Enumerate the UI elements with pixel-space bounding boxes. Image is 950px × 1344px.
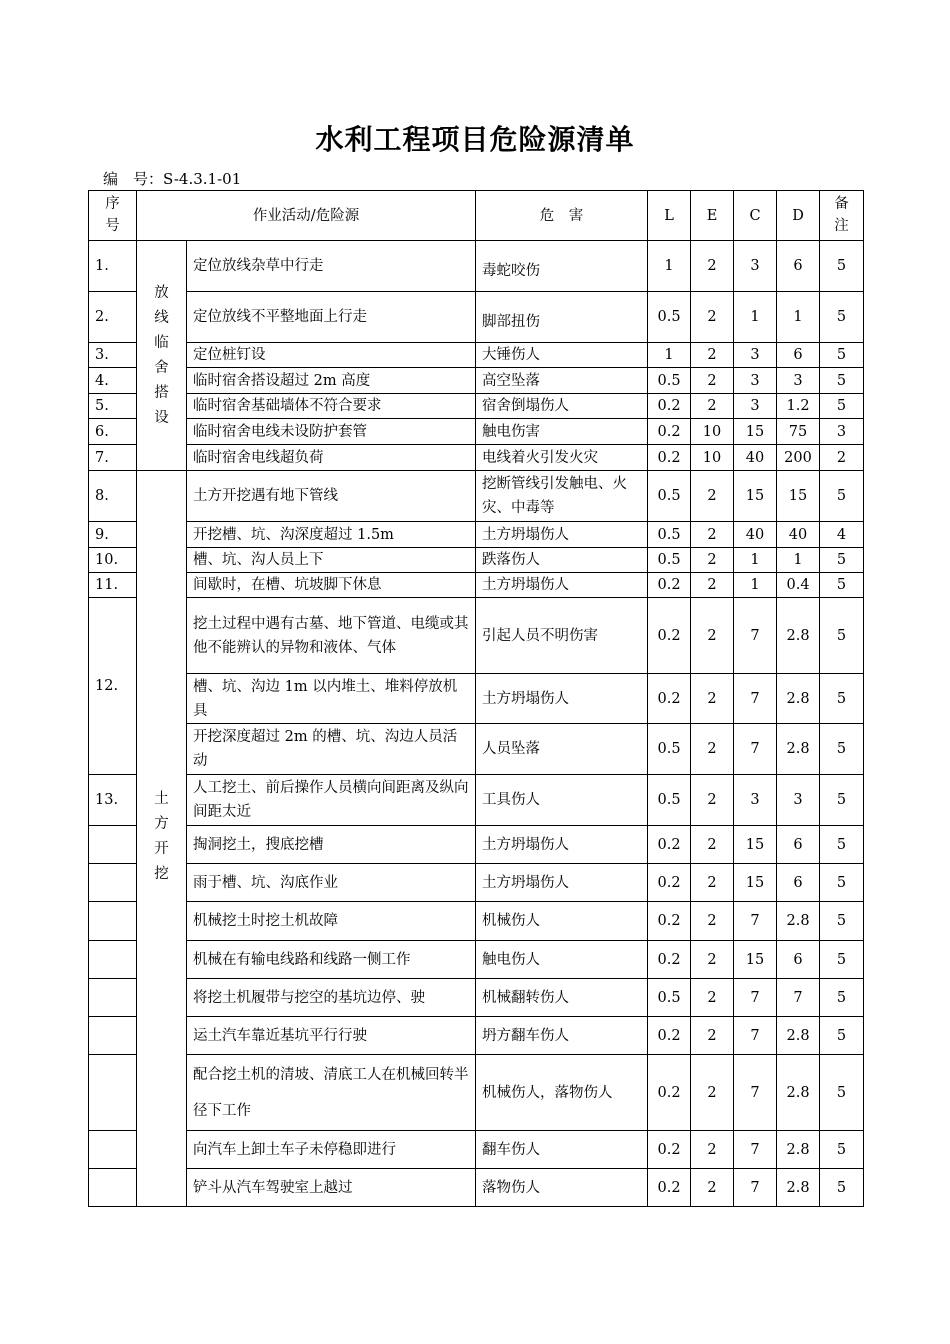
row-C: 7 — [734, 1055, 777, 1131]
row-harm: 机械伤人，落物伤人 — [476, 1055, 648, 1131]
row-D: 75 — [777, 419, 820, 445]
row-remark: 2 — [820, 445, 864, 471]
row-L: 0.2 — [648, 902, 691, 941]
row-C: 15 — [734, 941, 777, 979]
row-remark: 3 — [820, 419, 864, 445]
row-D: 6 — [777, 343, 820, 368]
row-activity: 机械挖土时挖土机故障 — [187, 902, 476, 941]
table-row — [89, 941, 864, 979]
row-harm: 脚部扭伤 — [476, 292, 648, 343]
row-seq — [89, 1017, 137, 1055]
hazard-table — [88, 190, 864, 1207]
row-C: 7 — [734, 1017, 777, 1055]
row-remark: 5 — [820, 394, 864, 419]
row-L: 0.5 — [648, 522, 691, 548]
row-harm: 土方坍塌伤人 — [476, 573, 648, 598]
row-harm: 大锤伤人 — [476, 343, 648, 368]
row-C: 7 — [734, 979, 777, 1017]
table-row — [89, 598, 864, 674]
row-harm: 人员坠落 — [476, 724, 648, 775]
row-remark: 5 — [820, 241, 864, 292]
row-L: 0.5 — [648, 292, 691, 343]
row-C: 7 — [734, 902, 777, 941]
row-remark: 5 — [820, 1017, 864, 1055]
row-harm: 电线着火引发火灾 — [476, 445, 648, 471]
header-activity: 作业活动/危险源 — [137, 191, 476, 241]
document-number-value: S-4.3.1-01 — [163, 170, 242, 188]
table-row — [89, 1055, 864, 1131]
row-remark: 5 — [820, 826, 864, 864]
document-number — [103, 168, 241, 189]
row-D: 3 — [777, 368, 820, 394]
row-E: 2 — [691, 941, 734, 979]
row-C: 15 — [734, 419, 777, 445]
row-remark: 5 — [820, 724, 864, 775]
row-activity: 临时宿舍搭设超过 2m 高度 — [187, 368, 476, 394]
row-harm: 土方坍塌伤人 — [476, 674, 648, 724]
row-D: 7 — [777, 979, 820, 1017]
page-title: 水利工程项目危险源清单 — [315, 123, 635, 156]
header-L: L — [648, 191, 691, 241]
table-row — [89, 826, 864, 864]
row-activity: 槽、坑、沟边 1m 以内堆土、堆料停放机具 — [187, 674, 476, 724]
row-L: 0.2 — [648, 598, 691, 674]
table-row — [89, 548, 864, 573]
row-harm: 落物伤人 — [476, 1169, 648, 1207]
row-C: 40 — [734, 445, 777, 471]
table-row — [89, 1131, 864, 1169]
row-C: 3 — [734, 368, 777, 394]
row-harm: 机械翻转伤人 — [476, 979, 648, 1017]
row-E: 2 — [691, 724, 734, 775]
row-seq: 8. — [89, 471, 137, 522]
header-E: E — [691, 191, 734, 241]
row-activity: 挖土过程中遇有古墓、地下管道、电缆或其他不能辨认的异物和液体、气体 — [187, 598, 476, 674]
row-activity: 掏洞挖土，搜底挖槽 — [187, 826, 476, 864]
row-E: 10 — [691, 419, 734, 445]
row-L: 0.2 — [648, 394, 691, 419]
row-seq — [89, 1055, 137, 1131]
table-row — [89, 241, 864, 292]
row-seq: 1. — [89, 241, 137, 292]
row-seq: 5. — [89, 394, 137, 419]
row-E: 2 — [691, 864, 734, 902]
row-L: 0.2 — [648, 864, 691, 902]
row-harm: 毒蛇咬伤 — [476, 241, 648, 292]
row-harm: 跌落伤人 — [476, 548, 648, 573]
row-remark: 5 — [820, 1055, 864, 1131]
group-label-g2: 土方开挖 — [137, 471, 187, 1207]
row-harm: 高空坠落 — [476, 368, 648, 394]
row-D: 3 — [777, 775, 820, 826]
row-D: 0.4 — [777, 573, 820, 598]
row-L: 0.2 — [648, 941, 691, 979]
row-seq — [89, 826, 137, 864]
row-remark: 4 — [820, 522, 864, 548]
row-activity: 机械在有输电线路和线路一侧工作 — [187, 941, 476, 979]
row-seq: 6. — [89, 419, 137, 445]
row-activity: 槽、坑、沟人员上下 — [187, 548, 476, 573]
table-row — [89, 674, 864, 724]
row-remark: 5 — [820, 343, 864, 368]
row-C: 7 — [734, 1131, 777, 1169]
row-harm: 引起人员不明伤害 — [476, 598, 648, 674]
row-L: 0.2 — [648, 419, 691, 445]
document-number-label: 编 号： — [103, 170, 164, 188]
row-D: 1 — [777, 548, 820, 573]
row-remark: 5 — [820, 1169, 864, 1207]
row-harm: 土方坍塌伤人 — [476, 522, 648, 548]
row-E: 2 — [691, 368, 734, 394]
row-E: 10 — [691, 445, 734, 471]
row-activity: 定位桩钉设 — [187, 343, 476, 368]
header-seq: 序号 — [89, 191, 137, 241]
row-L: 0.2 — [648, 1017, 691, 1055]
table-row — [89, 902, 864, 941]
row-L: 0.5 — [648, 979, 691, 1017]
row-E: 2 — [691, 826, 734, 864]
table-row — [89, 864, 864, 902]
table-row — [89, 522, 864, 548]
row-C: 7 — [734, 724, 777, 775]
row-D: 40 — [777, 522, 820, 548]
row-D: 2.8 — [777, 902, 820, 941]
row-activity: 定位放线杂草中行走 — [187, 241, 476, 292]
table-row — [89, 573, 864, 598]
row-E: 2 — [691, 1017, 734, 1055]
row-L: 0.2 — [648, 674, 691, 724]
row-remark: 5 — [820, 292, 864, 343]
row-seq: 4. — [89, 368, 137, 394]
row-harm: 机械伤人 — [476, 902, 648, 941]
row-harm: 翻车伤人 — [476, 1131, 648, 1169]
row-activity: 配合挖土机的清坡、清底工人在机械回转半径下工作 — [187, 1055, 476, 1131]
row-E: 2 — [691, 522, 734, 548]
row-seq: 2. — [89, 292, 137, 343]
row-L: 0.5 — [648, 471, 691, 522]
row-C: 15 — [734, 826, 777, 864]
row-activity: 土方开挖遇有地下管线 — [187, 471, 476, 522]
row-seq: 11. — [89, 573, 137, 598]
table-row — [89, 343, 864, 368]
row-C: 1 — [734, 573, 777, 598]
row-L: 0.2 — [648, 445, 691, 471]
row-D: 6 — [777, 941, 820, 979]
group-label-g1: 放线临舍搭设 — [137, 241, 187, 471]
row-L: 0.2 — [648, 1055, 691, 1131]
header-remark: 备注 — [820, 191, 864, 241]
row-L: 0.5 — [648, 368, 691, 394]
row-activity: 人工挖土、前后操作人员横向间距离及纵向间距太近 — [187, 775, 476, 826]
row-C: 3 — [734, 394, 777, 419]
row-remark: 5 — [820, 775, 864, 826]
row-remark: 5 — [820, 548, 864, 573]
row-seq — [89, 1131, 137, 1169]
row-seq: 12. — [89, 598, 137, 775]
row-L: 1 — [648, 343, 691, 368]
row-E: 2 — [691, 1169, 734, 1207]
row-C: 3 — [734, 241, 777, 292]
row-L: 0.2 — [648, 1131, 691, 1169]
row-remark: 5 — [820, 674, 864, 724]
row-C: 1 — [734, 548, 777, 573]
row-E: 2 — [691, 292, 734, 343]
table-row — [89, 1169, 864, 1207]
row-remark: 5 — [820, 598, 864, 674]
row-harm: 宿舍倒塌伤人 — [476, 394, 648, 419]
row-C: 7 — [734, 598, 777, 674]
row-activity: 将挖土机履带与挖空的基坑边停、驶 — [187, 979, 476, 1017]
row-C: 7 — [734, 674, 777, 724]
row-activity: 向汽车上卸土车子未停稳即进行 — [187, 1131, 476, 1169]
row-D: 2.8 — [777, 1055, 820, 1131]
row-L: 0.2 — [648, 826, 691, 864]
row-L: 0.5 — [648, 724, 691, 775]
row-D: 2.8 — [777, 1131, 820, 1169]
row-activity: 临时宿舍基础墙体不符合要求 — [187, 394, 476, 419]
row-D: 2.8 — [777, 1169, 820, 1207]
row-E: 2 — [691, 394, 734, 419]
row-harm: 触电伤人 — [476, 941, 648, 979]
row-C: 15 — [734, 471, 777, 522]
row-D: 2.8 — [777, 1017, 820, 1055]
row-C: 15 — [734, 864, 777, 902]
row-D: 6 — [777, 241, 820, 292]
row-harm: 触电伤害 — [476, 419, 648, 445]
row-L: 0.2 — [648, 573, 691, 598]
row-E: 2 — [691, 775, 734, 826]
table-row — [89, 471, 864, 522]
row-D: 15 — [777, 471, 820, 522]
row-E: 2 — [691, 1131, 734, 1169]
row-seq: 3. — [89, 343, 137, 368]
row-E: 2 — [691, 343, 734, 368]
row-C: 40 — [734, 522, 777, 548]
header-harm: 危 害 — [476, 191, 648, 241]
row-D: 2.8 — [777, 598, 820, 674]
row-seq — [89, 1169, 137, 1207]
row-activity: 开挖槽、坑、沟深度超过 1.5m — [187, 522, 476, 548]
row-seq: 9. — [89, 522, 137, 548]
row-D: 6 — [777, 826, 820, 864]
header-D: D — [777, 191, 820, 241]
row-E: 2 — [691, 674, 734, 724]
row-harm: 土方坍塌伤人 — [476, 864, 648, 902]
row-D: 1 — [777, 292, 820, 343]
row-activity: 定位放线不平整地面上行走 — [187, 292, 476, 343]
row-D: 6 — [777, 864, 820, 902]
row-activity: 开挖深度超过 2m 的槽、坑、沟边人员活动 — [187, 724, 476, 775]
row-E: 2 — [691, 1055, 734, 1131]
row-remark: 5 — [820, 1131, 864, 1169]
row-D: 2.8 — [777, 724, 820, 775]
row-E: 2 — [691, 902, 734, 941]
row-C: 3 — [734, 775, 777, 826]
row-D: 1.2 — [777, 394, 820, 419]
table-row — [89, 368, 864, 394]
table-row — [89, 394, 864, 419]
table-row — [89, 292, 864, 343]
table-row — [89, 445, 864, 471]
row-E: 2 — [691, 471, 734, 522]
row-E: 2 — [691, 548, 734, 573]
row-remark: 5 — [820, 573, 864, 598]
row-activity: 铲斗从汽车驾驶室上越过 — [187, 1169, 476, 1207]
row-E: 2 — [691, 573, 734, 598]
row-C: 3 — [734, 343, 777, 368]
row-remark: 5 — [820, 864, 864, 902]
table-row — [89, 724, 864, 775]
row-harm: 坍方翻车伤人 — [476, 1017, 648, 1055]
row-L: 0.2 — [648, 1169, 691, 1207]
table-row — [89, 419, 864, 445]
row-seq — [89, 902, 137, 941]
table-row — [89, 1017, 864, 1055]
row-seq — [89, 941, 137, 979]
row-seq — [89, 979, 137, 1017]
table-row — [89, 979, 864, 1017]
row-remark: 5 — [820, 941, 864, 979]
row-activity: 间歇时，在槽、坑坡脚下休息 — [187, 573, 476, 598]
row-seq: 13. — [89, 775, 137, 826]
row-harm: 工具伤人 — [476, 775, 648, 826]
row-E: 2 — [691, 598, 734, 674]
row-C: 1 — [734, 292, 777, 343]
row-activity: 临时宿舍电线超负荷 — [187, 445, 476, 471]
row-L: 1 — [648, 241, 691, 292]
row-seq — [89, 864, 137, 902]
row-activity: 雨于槽、坑、沟底作业 — [187, 864, 476, 902]
row-E: 2 — [691, 979, 734, 1017]
row-seq: 10. — [89, 548, 137, 573]
table-row — [89, 775, 864, 826]
header-row — [89, 191, 864, 241]
row-seq: 7. — [89, 445, 137, 471]
row-D: 200 — [777, 445, 820, 471]
row-L: 0.5 — [648, 775, 691, 826]
row-harm: 土方坍塌伤人 — [476, 826, 648, 864]
row-remark: 5 — [820, 471, 864, 522]
header-C: C — [734, 191, 777, 241]
row-remark: 5 — [820, 902, 864, 941]
row-activity: 临时宿舍电线未设防护套管 — [187, 419, 476, 445]
row-E: 2 — [691, 241, 734, 292]
row-remark: 5 — [820, 979, 864, 1017]
row-L: 0.5 — [648, 548, 691, 573]
row-activity: 运土汽车靠近基坑平行行驶 — [187, 1017, 476, 1055]
row-remark: 5 — [820, 368, 864, 394]
row-harm: 挖断管线引发触电、火灾、中毒等 — [476, 471, 648, 522]
row-D: 2.8 — [777, 674, 820, 724]
row-C: 7 — [734, 1169, 777, 1207]
